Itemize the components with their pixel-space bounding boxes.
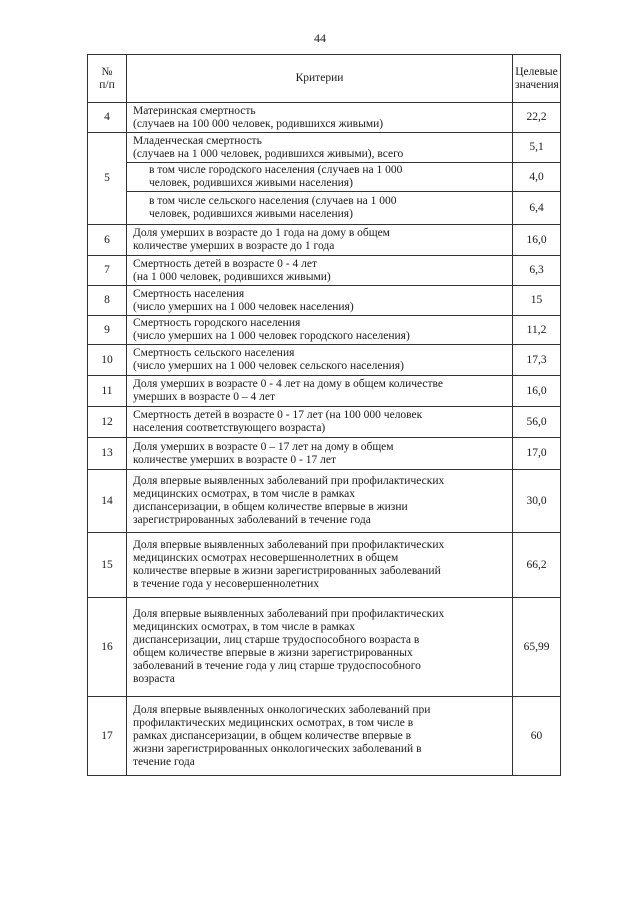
criteria-text bbox=[127, 345, 513, 376]
criteria-text bbox=[127, 316, 513, 345]
header-number-line: № bbox=[101, 65, 113, 78]
criteria-text-line: медицинских осмотрах, в том числе в рамках bbox=[133, 488, 356, 500]
criteria-text-line: Доля умерших в возрасте 0 – 17 лет на дому в общем bbox=[133, 440, 394, 453]
target-value: 5,1 bbox=[513, 133, 561, 163]
criteria-text-line: (число умерших на 1 000 человек городского населения) bbox=[133, 330, 410, 342]
criteria-text-line: заболеваний в течение года у лиц старше трудоспособного bbox=[133, 660, 421, 672]
criteria-text-line: Доля умерших в возрасте до 1 года на дому в общем bbox=[133, 227, 390, 239]
table-row bbox=[88, 133, 561, 163]
table-row bbox=[88, 598, 561, 697]
target-value: 17,3 bbox=[513, 345, 561, 376]
target-value: 15 bbox=[513, 286, 561, 316]
criteria-text bbox=[127, 533, 513, 598]
target-value: 22,2 bbox=[513, 103, 561, 133]
target-value: 60 bbox=[513, 697, 561, 776]
criteria-text-line: Доля умерших в возрасте 0 - 4 лет на дому в общем количестве bbox=[133, 378, 444, 390]
criteria-text-line: медицинских осмотрах несовершеннолетних в общем bbox=[133, 552, 399, 564]
criteria-text-line: (случаев на 1 000 человек, родившихся живыми), всего bbox=[133, 147, 404, 160]
criteria-table bbox=[87, 54, 561, 776]
criteria-text-line: количестве впервые в жизни зарегистрированных заболеваний bbox=[133, 565, 441, 577]
criteria-text-line: Доля впервые выявленных заболеваний при профилактических bbox=[133, 539, 445, 551]
criteria-text bbox=[127, 256, 513, 286]
criteria-text-line: населения соответствующего возраста) bbox=[133, 422, 326, 434]
criteria-text-line: в течение года у несовершеннолетних bbox=[133, 578, 320, 590]
table-header-row bbox=[88, 55, 561, 103]
criteria-text-line: Доля впервые выявленных заболеваний при профилактических bbox=[133, 475, 445, 487]
criteria-subtext bbox=[127, 163, 513, 192]
criteria-text-line: Материнская смертность bbox=[133, 104, 256, 117]
row-number: 16 bbox=[88, 598, 127, 697]
table-row bbox=[88, 470, 561, 533]
criteria-text-line: Смертность сельского населения bbox=[133, 347, 295, 359]
target-value: 11,2 bbox=[513, 316, 561, 345]
row-number: 11 bbox=[88, 376, 127, 407]
header-number-line: п/п bbox=[99, 78, 115, 91]
table-row bbox=[88, 316, 561, 345]
criteria-text-line: профилактических медицинских осмотрах, в том числе в bbox=[133, 716, 414, 729]
criteria-text-line: человек, родившихся живыми населения) bbox=[149, 208, 353, 220]
criteria-text-line: зарегистрированных заболеваний в течение года bbox=[133, 514, 371, 526]
criteria-text-line: умерших в возрасте 0 – 4 лет bbox=[133, 391, 276, 403]
criteria-text-line: количестве умерших в возрасте до 1 года bbox=[133, 240, 335, 252]
row-number: 14 bbox=[88, 470, 127, 533]
target-value: 6,4 bbox=[513, 192, 561, 225]
row-number: 5 bbox=[88, 133, 127, 225]
table-row bbox=[88, 407, 561, 438]
criteria-text-line: количестве умерших в возрасте 0 - 17 лет bbox=[133, 453, 336, 466]
criteria-text-line: человек, родившихся живыми населения) bbox=[149, 177, 353, 189]
criteria-text-line: (число умерших на 1 000 человек населения) bbox=[133, 300, 354, 313]
target-value: 16,0 bbox=[513, 376, 561, 407]
criteria-subtext bbox=[127, 192, 513, 225]
criteria-text bbox=[127, 103, 513, 133]
table-row bbox=[88, 225, 561, 256]
row-number: 13 bbox=[88, 438, 127, 470]
criteria-text-line: Смертность детей в возрасте 0 - 4 лет bbox=[133, 257, 317, 270]
criteria-text-line: рамках диспансеризации, в общем количестве впервые в bbox=[133, 729, 412, 742]
criteria-text-line: общем количестве впервые в жизни зарегистрированных bbox=[133, 647, 413, 659]
criteria-text bbox=[127, 286, 513, 316]
row-number: 17 bbox=[88, 697, 127, 776]
criteria-text-line: возраста bbox=[133, 673, 175, 685]
row-number: 10 bbox=[88, 345, 127, 376]
row-number: 4 bbox=[88, 103, 127, 133]
criteria-text-line: Смертность детей в возрасте 0 - 17 лет (на 100 000 человек bbox=[133, 409, 423, 421]
row-number: 8 bbox=[88, 286, 127, 316]
target-value: 16,0 bbox=[513, 225, 561, 256]
header-number bbox=[88, 55, 127, 103]
criteria-text bbox=[127, 598, 513, 697]
row-number: 7 bbox=[88, 256, 127, 286]
criteria-text bbox=[127, 133, 513, 163]
table-subrow bbox=[88, 192, 561, 225]
criteria-text-line: течение года bbox=[133, 755, 195, 768]
row-number: 15 bbox=[88, 533, 127, 598]
table-row bbox=[88, 376, 561, 407]
criteria-text-line: (случаев на 100 000 человек, родившихся живыми) bbox=[133, 117, 384, 130]
page-number: 44 bbox=[314, 31, 326, 45]
row-number: 9 bbox=[88, 316, 127, 345]
header-target-values bbox=[513, 55, 561, 103]
row-number: 6 bbox=[88, 225, 127, 256]
table-row bbox=[88, 697, 561, 776]
criteria-text-line: (число умерших на 1 000 человек сельского населения) bbox=[133, 360, 404, 372]
table-subrow bbox=[88, 163, 561, 192]
criteria-text-line: диспансеризации, в общем количестве впервые в жизни bbox=[133, 501, 408, 513]
criteria-text-line: жизни зарегистрированных онкологических заболеваний в bbox=[133, 742, 422, 755]
header-value-line: значения bbox=[515, 78, 559, 91]
criteria-text bbox=[127, 438, 513, 470]
target-value: 66,2 bbox=[513, 533, 561, 598]
criteria-text bbox=[127, 225, 513, 256]
criteria-text bbox=[127, 407, 513, 438]
criteria-text-line: Младенческая смертность bbox=[133, 134, 262, 147]
header-criteria: Критерии bbox=[127, 55, 513, 103]
target-value: 56,0 bbox=[513, 407, 561, 438]
table-row bbox=[88, 256, 561, 286]
criteria-text-line: (на 1 000 человек, родившихся живыми) bbox=[133, 270, 331, 283]
criteria-text-line: Доля впервые выявленных заболеваний при профилактических bbox=[133, 608, 445, 620]
target-value: 65,99 bbox=[513, 598, 561, 697]
criteria-text bbox=[127, 697, 513, 776]
criteria-text-line: Доля впервые выявленных онкологических заболеваний при bbox=[133, 703, 431, 716]
criteria-text bbox=[127, 376, 513, 407]
criteria-text-line: Смертность населения bbox=[133, 287, 245, 300]
table-row bbox=[88, 103, 561, 133]
table-row bbox=[88, 286, 561, 316]
target-value: 6,3 bbox=[513, 256, 561, 286]
target-value: 4,0 bbox=[513, 163, 561, 192]
table-row bbox=[88, 533, 561, 598]
criteria-text-line: в том числе сельского населения (случаев на 1 000 bbox=[149, 195, 397, 207]
criteria-text-line: диспансеризации, лиц старше трудоспособного возраста в bbox=[133, 634, 420, 646]
table-row bbox=[88, 345, 561, 376]
table-row bbox=[88, 438, 561, 470]
table-body bbox=[88, 103, 561, 776]
header-value-line: Целевые bbox=[515, 65, 558, 78]
criteria-text bbox=[127, 470, 513, 533]
criteria-text-line: медицинских осмотрах, в том числе в рамках bbox=[133, 621, 356, 633]
target-value: 30,0 bbox=[513, 470, 561, 533]
row-number: 12 bbox=[88, 407, 127, 438]
criteria-text-line: в том числе городского населения (случаев на 1 000 bbox=[149, 164, 403, 176]
target-value: 17,0 bbox=[513, 438, 561, 470]
criteria-text-line: Смертность городского населения bbox=[133, 317, 301, 329]
